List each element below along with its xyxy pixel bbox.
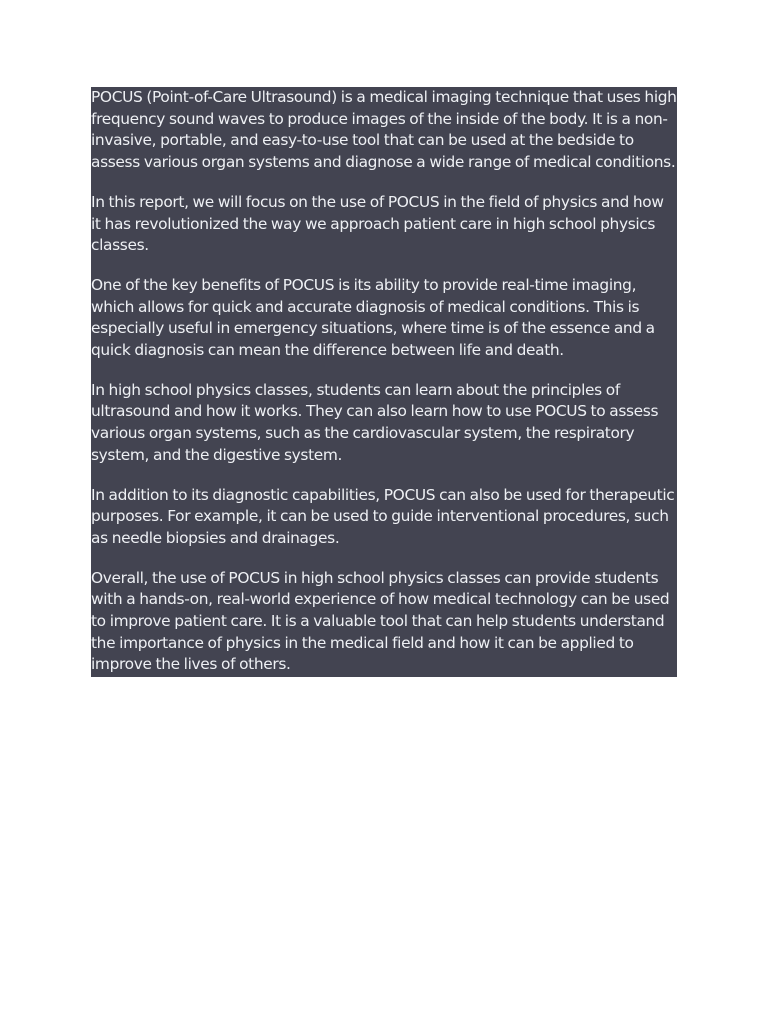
- paragraph-intro: POCUS (Point-of-Care Ultrasound) is a medical imaging technique that uses high frequency sound waves to produce images of the inside of the body. It is a non-invasive, portable, and easy-to-use tool that can be used at the bedside to assess various organ systems and diagnose a wide range of medical conditions.: [91, 88, 677, 172]
- paragraph-therapeutic-use: In addition to its diagnostic capabilities, POCUS can also be used for therapeutic purposes. For example, it can be used to guide interventional procedures, such as needle biopsies and drainages.: [91, 485, 675, 547]
- paragraph-report-focus: In this report, we will focus on the use of POCUS in the field of physics and how it has revolutionized the way we approach patient care in high school physics classes.: [91, 192, 664, 255]
- text-block: [91, 87, 677, 677]
- paragraph-key-benefits: One of the key benefits of POCUS is its ability to provide real-time imaging, which allows for quick and accurate diagnosis of medical conditions. This is especially useful in emergency situations, where time is of the essence and a quick diagnosis can mean the difference between life and death.: [91, 275, 655, 360]
- paragraph-conclusion: Overall, the use of POCUS in high school physics classes can provide students with a hands-on, real-world experience of how medical technology can be used to improve patient care. It is a valuable tool that can help students understand the importance of physics in the medical field and how it can be applied to improve the lives of others.: [91, 568, 670, 674]
- paragraph-physics-classes: In high school physics classes, students can learn about the principles of ultrasound and how it works. They can also learn how to use POCUS to assess various organ systems, such as the cardiovascular system, the respiratory system, and the digestive system.: [91, 380, 659, 464]
